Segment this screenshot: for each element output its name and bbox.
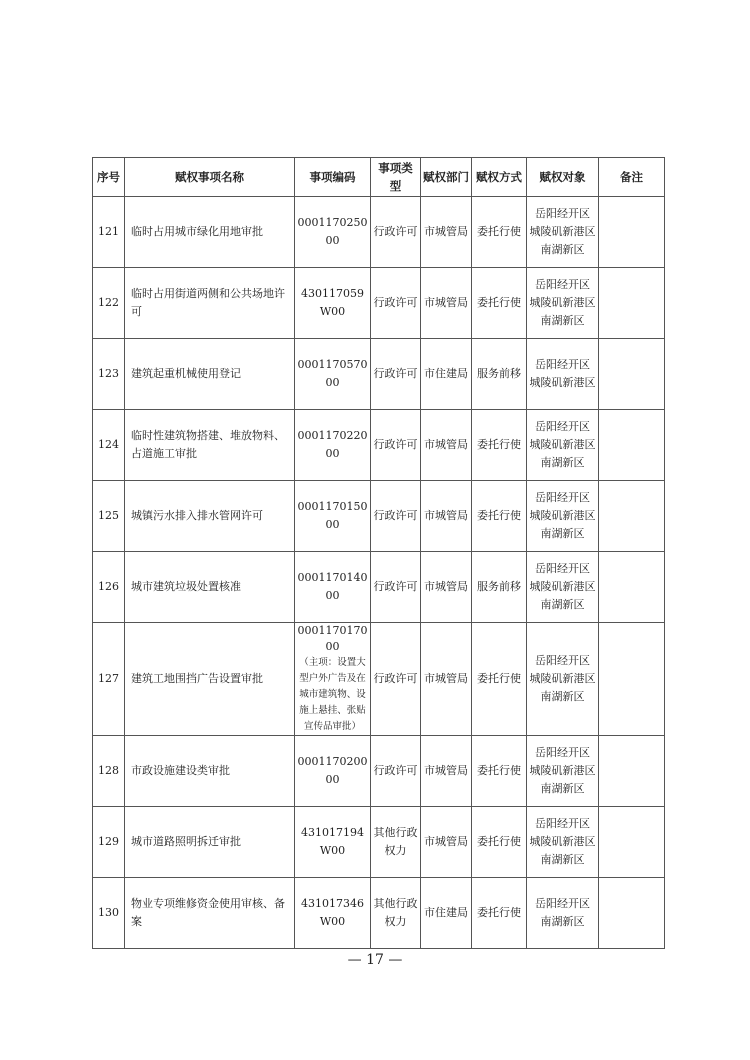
item-name: 临时性建筑物搭建、堆放物料、占道施工审批 — [125, 410, 295, 481]
authorization-mode: 委托行使 — [472, 736, 527, 807]
target-item: 岳阳经开区 — [535, 207, 590, 220]
item-code — [295, 807, 371, 878]
target-item: 南湖新区 — [540, 243, 585, 256]
row-number: 124 — [93, 410, 125, 481]
authorizing-dept: 市城管局 — [421, 410, 472, 481]
header-type: 事项类型 — [371, 158, 421, 197]
row-number: 128 — [93, 736, 125, 807]
authorization-targets — [527, 268, 599, 339]
target-item: 城陵矶新港区 — [529, 376, 596, 389]
header-target: 赋权对象 — [527, 158, 599, 197]
authorizing-dept: 市城管局 — [421, 481, 472, 552]
item-name: 临时占用街道两侧和公共场地许可 — [125, 268, 295, 339]
item-code-value: 431017346W00 — [301, 897, 364, 928]
header-dept: 赋权部门 — [421, 158, 472, 197]
target-item: 南湖新区 — [540, 456, 585, 469]
item-name: 城镇污水排入排水管网许可 — [125, 481, 295, 552]
item-code — [295, 197, 371, 268]
target-item: 南湖新区 — [540, 915, 585, 928]
remark — [599, 197, 665, 268]
item-type: 行政许可 — [371, 552, 421, 623]
item-type: 其他行政权力 — [371, 807, 421, 878]
authorization-mode: 委托行使 — [472, 268, 527, 339]
authorization-mode: 委托行使 — [472, 623, 527, 736]
table-row — [93, 736, 665, 807]
target-item: 南湖新区 — [540, 690, 585, 703]
table-row — [93, 481, 665, 552]
authorization-targets — [527, 878, 599, 949]
target-item: 城陵矶新港区 — [529, 225, 596, 238]
item-code-value: 431017194W00 — [301, 826, 364, 857]
remark — [599, 878, 665, 949]
item-code-value: 000117057000 — [297, 358, 368, 389]
target-item: 岳阳经开区 — [535, 491, 590, 504]
row-number: 127 — [93, 623, 125, 736]
item-code — [295, 268, 371, 339]
target-item: 城陵矶新港区 — [529, 296, 596, 309]
table-row — [93, 807, 665, 878]
authorizing-dept: 市城管局 — [421, 552, 472, 623]
authorization-targets — [527, 410, 599, 481]
authorization-targets — [527, 807, 599, 878]
item-code-value: 000117015000 — [297, 500, 368, 531]
row-number: 125 — [93, 481, 125, 552]
authorization-mode: 委托行使 — [472, 807, 527, 878]
target-item: 岳阳经开区 — [535, 420, 590, 433]
remark — [599, 623, 665, 736]
authorization-mode: 委托行使 — [472, 481, 527, 552]
table-row — [93, 339, 665, 410]
item-code-value: 000117022000 — [297, 429, 368, 460]
table-row — [93, 552, 665, 623]
authorizing-dept: 市城管局 — [421, 736, 472, 807]
authorization-mode: 委托行使 — [472, 410, 527, 481]
target-item: 城陵矶新港区 — [529, 580, 596, 593]
row-number: 123 — [93, 339, 125, 410]
remark — [599, 481, 665, 552]
remark — [599, 268, 665, 339]
table-row — [93, 410, 665, 481]
item-code — [295, 410, 371, 481]
authorizing-dept: 市住建局 — [421, 339, 472, 410]
row-number: 129 — [93, 807, 125, 878]
authorization-targets — [527, 736, 599, 807]
item-code-value: 430117059W00 — [301, 287, 364, 318]
header-mode: 赋权方式 — [472, 158, 527, 197]
item-name: 市政设施建设类审批 — [125, 736, 295, 807]
item-type: 行政许可 — [371, 623, 421, 736]
target-item: 岳阳经开区 — [535, 897, 590, 910]
table-header-row — [93, 158, 665, 197]
target-item: 城陵矶新港区 — [529, 835, 596, 848]
item-name: 物业专项维修资金使用审核、备案 — [125, 878, 295, 949]
remark — [599, 339, 665, 410]
remark — [599, 410, 665, 481]
header-remark: 备注 — [599, 158, 665, 197]
target-item: 岳阳经开区 — [535, 654, 590, 667]
target-item: 城陵矶新港区 — [529, 438, 596, 451]
target-item: 南湖新区 — [540, 314, 585, 327]
authorization-targets — [527, 339, 599, 410]
item-type: 行政许可 — [371, 339, 421, 410]
authorizing-dept: 市城管局 — [421, 197, 472, 268]
target-item: 城陵矶新港区 — [529, 509, 596, 522]
authorization-mode: 委托行使 — [472, 878, 527, 949]
item-code — [295, 339, 371, 410]
item-code-value: 000117025000 — [297, 216, 368, 247]
item-type: 行政许可 — [371, 736, 421, 807]
authorization-table — [92, 157, 665, 949]
item-type: 行政许可 — [371, 410, 421, 481]
header-code: 事项编码 — [295, 158, 371, 197]
row-number: 122 — [93, 268, 125, 339]
item-type: 行政许可 — [371, 197, 421, 268]
target-item: 南湖新区 — [540, 527, 585, 540]
item-code-value: 000117017000 — [297, 624, 368, 653]
item-code — [295, 552, 371, 623]
item-type: 行政许可 — [371, 268, 421, 339]
target-item: 岳阳经开区 — [535, 358, 590, 371]
authorization-targets — [527, 552, 599, 623]
authorization-mode: 委托行使 — [472, 197, 527, 268]
target-item: 岳阳经开区 — [535, 278, 590, 291]
table-row — [93, 878, 665, 949]
authorizing-dept: 市城管局 — [421, 807, 472, 878]
table-row — [93, 268, 665, 339]
table-row — [93, 623, 665, 736]
item-code — [295, 878, 371, 949]
authorizing-dept: 市住建局 — [421, 878, 472, 949]
item-name: 建筑工地围挡广告设置审批 — [125, 623, 295, 736]
page-number: — 17 — — [347, 952, 403, 968]
row-number: 126 — [93, 552, 125, 623]
target-item: 南湖新区 — [540, 853, 585, 866]
authorizing-dept: 市城管局 — [421, 623, 472, 736]
target-item: 岳阳经开区 — [535, 817, 590, 830]
row-number: 130 — [93, 878, 125, 949]
authorizing-dept: 市城管局 — [421, 268, 472, 339]
target-item: 南湖新区 — [540, 782, 585, 795]
item-name: 城市建筑垃圾处置核准 — [125, 552, 295, 623]
authorization-mode: 服务前移 — [472, 552, 527, 623]
target-item: 南湖新区 — [540, 598, 585, 611]
item-type: 其他行政权力 — [371, 878, 421, 949]
item-code — [295, 623, 371, 736]
authorization-targets — [527, 623, 599, 736]
header-no: 序号 — [93, 158, 125, 197]
row-number: 121 — [93, 197, 125, 268]
remark — [599, 736, 665, 807]
authorization-targets — [527, 481, 599, 552]
item-code-value: 000117014000 — [297, 571, 368, 602]
item-code — [295, 481, 371, 552]
item-code — [295, 736, 371, 807]
target-item: 岳阳经开区 — [535, 562, 590, 575]
remark — [599, 552, 665, 623]
header-name: 赋权事项名称 — [125, 158, 295, 197]
item-code-value: 000117020000 — [297, 755, 368, 786]
target-item: 岳阳经开区 — [535, 746, 590, 759]
item-name: 建筑起重机械使用登记 — [125, 339, 295, 410]
target-item: 城陵矶新港区 — [529, 764, 596, 777]
item-code-note: （主项：设置大型户外广告及在城市建筑物、设施上悬挂、张贴宣传品审批） — [299, 657, 366, 732]
authorization-targets — [527, 197, 599, 268]
table-row — [93, 197, 665, 268]
authorization-mode: 服务前移 — [472, 339, 527, 410]
item-name: 城市道路照明拆迁审批 — [125, 807, 295, 878]
table-body — [93, 197, 665, 949]
item-name: 临时占用城市绿化用地审批 — [125, 197, 295, 268]
remark — [599, 807, 665, 878]
target-item: 城陵矶新港区 — [529, 672, 596, 685]
item-type: 行政许可 — [371, 481, 421, 552]
